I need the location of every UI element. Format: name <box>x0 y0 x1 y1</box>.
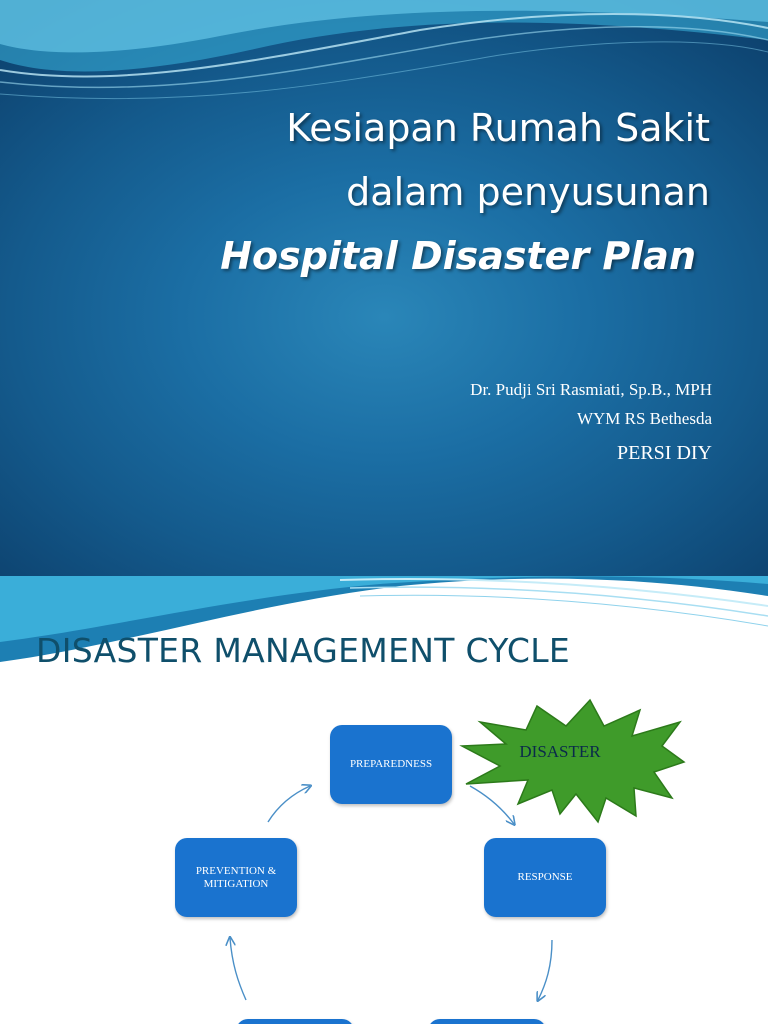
slide-title <box>150 96 710 288</box>
title-line-3: Hospital Disaster Plan <box>220 234 696 278</box>
arrow-upward-to-prevention <box>230 938 246 1000</box>
arrow-preparedness-to-response <box>470 786 514 824</box>
cycle-slide <box>0 576 768 1024</box>
preparedness-box <box>330 725 452 804</box>
author-block <box>212 375 712 468</box>
disaster-label: DISASTER <box>519 742 601 761</box>
title-line-2: dalam penyusunan <box>346 170 710 214</box>
arrow-response-downward <box>538 940 552 1000</box>
prevention-mitigation-box <box>175 838 297 917</box>
author-name: Dr. Pudji Sri Rasmiati, Sp.B., MPH <box>470 380 712 399</box>
cycle-box-bottom-left <box>236 1019 354 1024</box>
preparedness-label: PREPAREDNESS <box>349 758 433 770</box>
title-line-1: Kesiapan Rumah Sakit <box>286 106 710 150</box>
author-organization: PERSI DIY <box>616 442 712 464</box>
response-box <box>484 838 606 917</box>
arrow-prevention-to-preparedness <box>268 786 310 822</box>
cycle-box-bottom-right <box>428 1019 546 1024</box>
prevention-mitigation-label: PREVENTION & MITIGATION <box>195 864 277 890</box>
author-affiliation: WYM RS Bethesda <box>576 409 712 428</box>
slide-title: DISASTER MANAGEMENT CYCLE <box>36 631 571 670</box>
response-label: RESPONSE <box>517 871 573 883</box>
